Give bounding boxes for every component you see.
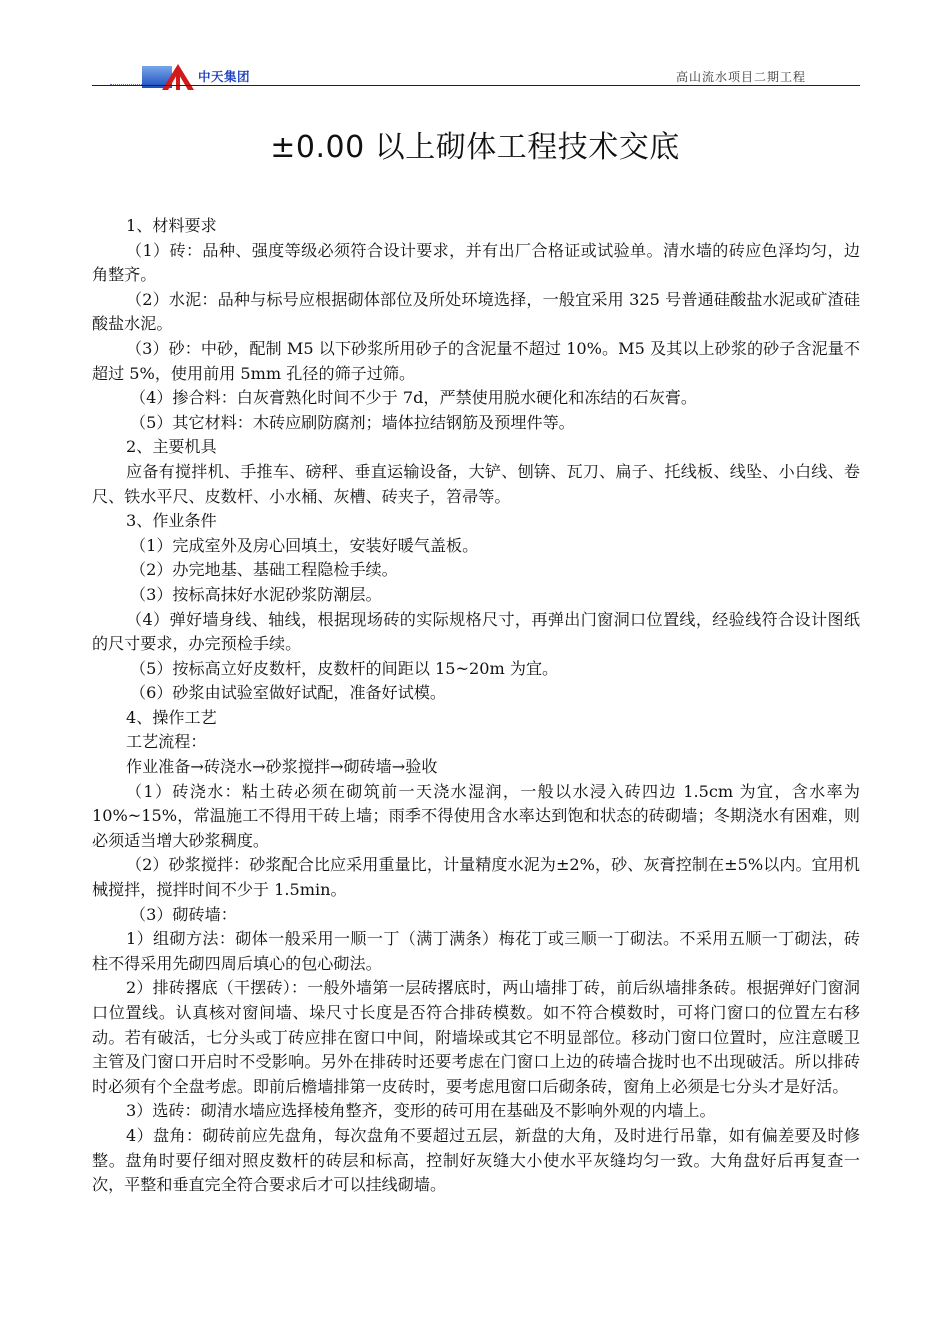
zhongtian-logo-icon xyxy=(158,62,198,92)
paragraph: 工艺流程： xyxy=(126,732,207,752)
page-header xyxy=(92,52,860,90)
document-title: ±0.00 以上砌体工程技术交底 xyxy=(270,130,680,165)
company-name: 中天集团 xyxy=(198,69,251,84)
section-heading: 2、主要机具 xyxy=(126,437,217,457)
paragraph: （2）砂浆搅拌：砂浆配合比应采用重量比，计量精度水泥为±2%，砂、灰膏控制在±5%以内。宜用机械搅拌，搅拌时间不少于 1.5min。 xyxy=(92,855,860,900)
logo-decoration xyxy=(110,72,144,85)
paragraph: （4）掺合料：白灰膏熟化时间不少于 7d，严禁使用脱水硬化和冻结的石灰膏。 xyxy=(130,388,697,408)
paragraph: 3）选砖：砌清水墙应选择棱角整齐，变形的砖可用在基础及不影响外观的内墙上。 xyxy=(126,1101,716,1121)
paragraph: （6）砂浆由试验室做好试配，准备好试模。 xyxy=(130,683,447,703)
paragraph: 1）组砌方法：砌体一般采用一顺一丁（满丁满条）梅花丁或三顺一丁砌法。不采用五顺一丁砌法，砖柱不得采用先砌四周后填心的包心砌法。 xyxy=(92,929,860,973)
paragraph: （1）砖浇水：粘土砖必须在砌筑前一天浇水湿润，一般以水浸入砖四边 1.5cm 为宜，含水率为 10%~15%，常温施工不得用干砖上墙；雨季不得使用含水率达到饱和状态的砖砌墙；冬期浇水有困难，则必须适当增大砂浆稠度。 xyxy=(92,781,860,850)
paragraph: （5）按标高立好皮数杆，皮数杆的间距以 15~20m 为宜。 xyxy=(130,658,559,678)
process-flow: 作业准备→砖浇水→砂浆搅拌→砌砖墙→验收 xyxy=(126,757,438,777)
paragraph: 应备有搅拌机、手推车、磅秤、垂直运输设备，大铲、刨锛、瓦刀、扁子、托线板、线坠、小白线、卷尺、铁水平尺、皮数杆、小水桶、灰槽、砖夹子，笤帚等。 xyxy=(92,461,860,506)
paragraph: （4）弹好墙身线、轴线，根据现场砖的实际规格尺寸，再弹出门窗洞口位置线，经验线符合设计图纸的尺寸要求，办完预检手续。 xyxy=(92,609,860,654)
paragraph: （3）按标高抹好水泥砂浆防潮层。 xyxy=(130,584,382,604)
section-heading: 4、操作工艺 xyxy=(126,707,217,727)
paragraph: （1）砖：品种、强度等级必须符合设计要求，并有出厂合格证或试验单。清水墙的砖应色泽均匀，边角整齐。 xyxy=(92,240,860,285)
section-heading: 1、材料要求 xyxy=(126,216,217,235)
paragraph: （3）砂：中砂，配制 M5 以下砂浆所用砂子的含泥量不超过 10%。M5 及其以上砂浆的砂子含泥量不超过 5%，使用前用 5mm 孔径的筛子过筛。 xyxy=(92,338,860,383)
document-body xyxy=(92,214,860,1198)
project-name: 高山流水项目二期工程 xyxy=(675,70,806,84)
paragraph: 2）排砖撂底（干摆砖）：一般外墙第一层砖撂底时，两山墙排丁砖，前后纵墙排条砖。根据弹好门窗洞口位置线。认真核对窗间墙、垛尺寸长度是否符合排砖模数。如不符合模数时，可将门窗口的位置左右移动。若有破活，七分头或丁砖应排在窗口中间，附墙垛或其它不明显部位。移动门窗口位置时，应注意暖卫主管及门窗口开启时不受影响。另外在排砖时还要考虑在门窗口上边的砖墙合拢时也不出现破活。所以排砖时必须有个全盘考虑。即前后檐墙排第一皮砖时，要考虑甩窗口后砌条砖，窗角上必须是七分头才是好活。 xyxy=(92,978,860,1096)
paragraph: 4）盘角：砌砖前应先盘角，每次盘角不要超过五层，新盘的大角，及时进行吊靠，如有偏差要及时修整。盘角时要仔细对照皮数杆的砖层和标高，控制好灰缝大小使水平灰缝均匀一致。大角盘好后再复查一次，平整和垂直完全符合要求后才可以挂线砌墙。 xyxy=(92,1125,860,1195)
paragraph: （1）完成室外及房心回填土，安装好暖气盖板。 xyxy=(130,535,479,555)
paragraph: （3）砌砖墙： xyxy=(130,904,237,924)
header-rule xyxy=(92,85,860,86)
section-heading: 3、作业条件 xyxy=(126,511,217,531)
paragraph: （5）其它材料：木砖应刷防腐剂；墙体拉结钢筋及预埋件等。 xyxy=(130,412,575,432)
paragraph: （2）水泥：品种与标号应根据砌体部位及所处环境选择，一般宜采用 325 号普通硅酸盐水泥或矿渣硅酸盐水泥。 xyxy=(92,289,860,334)
paragraph: （2）办完地基、基础工程隐检手续。 xyxy=(130,560,398,580)
